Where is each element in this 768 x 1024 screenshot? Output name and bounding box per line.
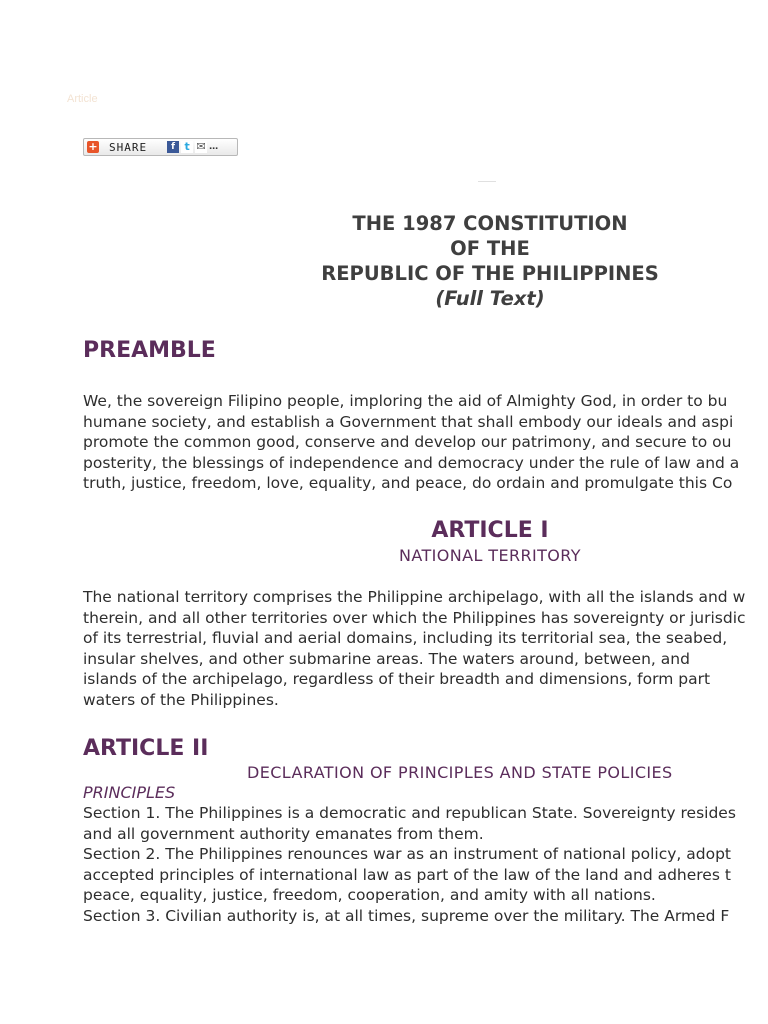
text-line: therein, and all other territories over which the Philippines has sovereignty or jurisdic xyxy=(83,608,746,627)
share-icons xyxy=(167,141,217,153)
text-line: insular shelves, and other submarine areas. The waters around, between, and xyxy=(83,649,690,668)
text-line: truth, justice, freedom, love, equality, and peace, do ordain and promulgate this Co xyxy=(83,474,733,493)
twitter-icon[interactable]: t xyxy=(181,141,193,153)
text-line: Section 1. The Philippines is a democratic and republican State. Sovereignty resides xyxy=(83,804,736,822)
share-label: SHARE xyxy=(109,140,148,154)
document-title xyxy=(300,211,680,311)
title-line-2: OF THE xyxy=(450,237,530,260)
title-line-4: (Full Text) xyxy=(435,287,545,310)
divider xyxy=(478,181,496,182)
facebook-icon[interactable]: f xyxy=(167,141,179,153)
more-icon[interactable]: … xyxy=(209,142,219,152)
text-line: Section 2. The Philippines renounces war as an instrument of national policy, adopt xyxy=(83,845,732,864)
article-1-heading: ARTICLE I xyxy=(431,518,549,543)
share-button[interactable] xyxy=(83,138,238,156)
article-1-subheading: NATIONAL TERRITORY xyxy=(399,546,581,565)
text-line: peace, equality, justice, freedom, cooperation, and amity with all nations. xyxy=(83,886,656,905)
article-2-heading: ARTICLE II xyxy=(83,736,209,761)
text-line: Section 3. Civilian authority is, at all times, supreme over the military. The Armed F xyxy=(83,906,730,925)
article-2-text xyxy=(83,803,736,927)
text-line: waters of the Philippines. xyxy=(83,690,279,709)
text-line: humane society, and establish a Government that shall embody our ideals and aspi xyxy=(83,412,734,431)
preamble-text xyxy=(83,391,739,494)
title-line-3: REPUBLIC OF THE PHILIPPINES xyxy=(321,262,659,285)
title-line-1: THE 1987 CONSTITUTION xyxy=(352,212,628,235)
text-line: accepted principles of international law as part of the law of the land and adheres t xyxy=(83,865,731,884)
text-line: The national territory comprises the Philippine archipelago, with all the islands and w xyxy=(83,588,746,606)
text-line: islands of the archipelago, regardless of their breadth and dimensions, form part xyxy=(83,670,711,689)
article-2-subheading: DECLARATION OF PRINCIPLES AND STATE POLICIES xyxy=(247,763,673,782)
article-label: Article xyxy=(67,93,98,105)
preamble-heading: PREAMBLE xyxy=(83,338,216,363)
article-1-text xyxy=(83,587,746,711)
text-line: We, the sovereign Filipino people, imploring the aid of Almighty God, in order to bu xyxy=(83,392,728,410)
text-line: promote the common good, conserve and develop our patrimony, and secure to ou xyxy=(83,433,732,452)
principles-label: PRINCIPLES xyxy=(83,783,176,802)
share-plus-icon: + xyxy=(88,140,98,153)
email-icon[interactable]: ✉ xyxy=(196,140,206,153)
text-line: of its terrestrial, fluvial and aerial domains, including its territorial sea, the seabed, xyxy=(83,629,728,648)
text-line: posterity, the blessings of independence and democracy under the rule of law and a xyxy=(83,453,740,472)
text-line: and all government authority emanates from them. xyxy=(83,824,484,843)
